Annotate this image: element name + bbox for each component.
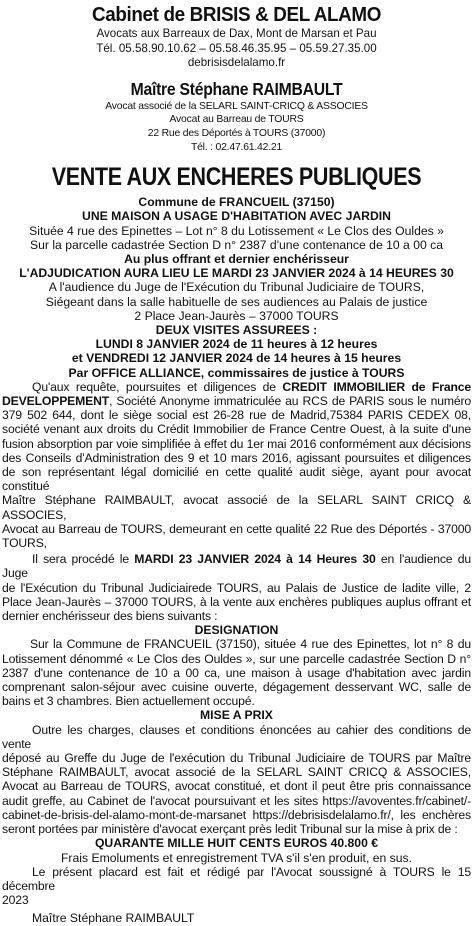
mise-a-prix-heading: MISE A PRIX	[200, 708, 273, 723]
place-line: 2 Place Jean-Jaurès – 37000 TOURS	[134, 308, 339, 323]
office-line: Par OFFICE ALLIANCE, commissaires de justice à TOURS	[68, 365, 405, 380]
paragraph-line: déposé au Greffe du Juge de l'exécution du Tribunal Judiciaire de TOURS par Maître	[2, 751, 471, 766]
price-amount: QUARANTE MILLE HUIT CENTS EUROS 40.800 €	[94, 836, 379, 851]
avocat-phone: Tél. : 02.47.61.42.21	[190, 141, 283, 153]
cabinet-bar-line: Avocats aux Barreaux de Dax, Mont de Marsan et Pau	[96, 27, 377, 40]
designation-heading: DESIGNATION	[194, 623, 279, 638]
paragraph-line	[2, 394, 471, 408]
paragraph-line: comprenant salon-séjour avec cuisine ouverte, dégagement desservant WC, salle de	[2, 680, 471, 695]
paragraph-line: Lotissement dénommé « Le Clos des Ouldes », sur une parcelle cadastrée Section D n°	[2, 651, 471, 666]
siegeant-line: Siégeant dans la salle habituelle de ses audiences au Palais de justice	[45, 294, 428, 309]
avocat-firm: Avocat associé de la SELARL SAINT-CRICQ & ASSOCIES	[105, 100, 368, 112]
paragraph-line: 379 502 644, dont le siège social est 26-28 rue de Madrid,75384 PARIS CEDEX 08,	[2, 408, 471, 423]
frais-line: Frais Emoluments et enregistrement TVA s'il s'en produit, en sus.	[60, 850, 413, 865]
commune-line: Commune de FRANCUEIL (37150)	[138, 195, 335, 210]
paragraph-line: seront portées par ministère d'avocat exerçant près ledit Tribunal sur la mise à prix de :	[2, 822, 458, 837]
paragraph-line: dernier enchérisseur des biens suivants :	[2, 609, 218, 624]
cabinet-name: Cabinet de BRISIS & DEL ALAMO	[91, 3, 382, 26]
avocat-address: 22 Rue des Déportés à TOURS (37000)	[147, 127, 326, 139]
paragraph-line: Stéphane RAIMBAULT, avocat associé de la SELARL SAINT CRICQ & ASSOCIES,	[2, 765, 471, 780]
creditor-name-cont: DEVELOPPEMENT	[2, 394, 110, 408]
paragraph-line: fusion absorption par voie simplifiée à effet du 1er mai 2016 conformément aux décisions	[2, 436, 471, 451]
avocat-name: Maître Stéphane RAIMBAULT	[130, 78, 343, 99]
paragraph-line: de l'Exécution du Tribunal Judiciairede TOURS, au Palais de Justice de ladite ville, 2	[2, 580, 471, 595]
property-type-line: UNE MAISON A USAGE D'HABITATION AVEC JARDIN	[82, 209, 391, 224]
paragraph-line: 2023	[2, 893, 29, 908]
paragraph-line: 2387 d'une contenance de 10 a 00 ca, une maison à usage d'habitation avec jardin	[2, 665, 471, 680]
visites-heading: DEUX VISITES ASSUREES :	[155, 322, 318, 337]
paragraph-line: Maître Stéphane RAIMBAULT, avocat associé de la SELARL SAINT CRICQ & ASSOCIES,	[2, 493, 471, 522]
avocat-barreau: Avocat au Barreau de TOURS	[169, 114, 304, 126]
closing-paragraph	[2, 865, 471, 908]
visite-1-line: LUNDI 8 JANVIER 2024 de 11 heures à 12 heures	[95, 337, 378, 352]
paragraph-line: Avocat au Barreau de TOURS, demeurant en cette qualité 22 Rue des Déportés - 37000	[2, 521, 471, 536]
paragraph-line: Avocat au Barreau de TOURS, avocat constitué, et dont il peut être pris connaissance	[2, 779, 471, 794]
procede-paragraph	[2, 552, 471, 623]
paragraph-text: Il sera procédé le	[32, 552, 135, 567]
paragraph-line: des Conseils d'Administration des 9 et 10 mars 2016, agissant poursuites et diligences	[2, 450, 471, 465]
signature: Maître Stéphane RAIMBAULT	[32, 911, 195, 926]
cabinet-phone-line: Tél. 05.58.90.10.62 – 05.58.46.35.95 – 05.59.27.35.00	[96, 41, 377, 55]
paragraph-line: TOURS,	[2, 536, 47, 551]
paragraph-text: Qu'aux requête, poursuites et diligences de	[32, 379, 283, 394]
paragraph-line: Place Jean-Jaurès – 37000 TOURS, à la vente aux enchères publiques auplus offrant et	[2, 594, 471, 609]
parcel-line: Sur la parcelle cadastrée Section D n° 2387 d'une contenance de 10 a 00 ca	[29, 237, 444, 252]
designation-paragraph	[2, 637, 471, 708]
paragraph-text: en l'audience du Juge	[2, 552, 471, 581]
paragraph-line: Sur la Commune de FRANCUEIL (37150), située 4 rue des Epinettes, lot n° 8 du	[30, 637, 471, 652]
paragraph-line: Outre les charges, clauses et conditions énoncées au cahier des conditions de vente	[2, 722, 471, 751]
cabinet-website: debrisisdelalamo.fr	[187, 56, 286, 70]
mise-a-prix-paragraph	[2, 723, 471, 837]
offrant-line: Au plus offrant et dernier enchérisseur	[124, 251, 349, 266]
paragraph-text: , Société Anonyme immatriculée au RCS de PARIS sous le numéro	[109, 394, 471, 408]
paragraph-line: cabinet-de-brisis-del-alamo-mont-de-marsanet https://debrisisdelalamo.fr/, les enchères	[2, 807, 471, 822]
creditor-name: CREDIT IMMOBILIER de France	[282, 379, 471, 394]
paragraph-line	[2, 380, 471, 394]
paragraph-line: société venant aux droits du Crédit Immobilier de France Centre Ouest, à la suite d'une	[2, 422, 471, 437]
audience-line: A l'audience du Juge de l'Exécution du Tribunal Judiciaire de TOURS,	[48, 280, 425, 295]
adjudication-line: L'ADJUDICATION AURA LIEU LE MARDI 23 JANVIER 2024 à 14 HEURES 30	[19, 266, 454, 281]
sale-date: MARDI 23 JANVIER 2024 à 14 Heures 30	[134, 552, 376, 567]
paragraph-line: bains et 3 chambres. Bien actuellement occupé.	[2, 694, 255, 709]
paragraph-line	[2, 552, 471, 580]
paragraph-line: Le présent placard est fait et rédigé par l'Avocat soussigné à TOURS le 15 décembre	[2, 864, 471, 893]
location-line: Située 4 rue des Epinettes – Lot n° 8 du Lotissement « Le Clos des Ouldes »	[29, 223, 444, 238]
paragraph-line: audit greffe, au Cabinet de l'avocat poursuivant et les sites https://avoventes.fr/cabinet/-	[2, 793, 471, 808]
requete-paragraph	[2, 380, 471, 550]
paragraph-line: de son représentant légal domicilié en cette qualité audit siège, ayant pour avocat constitué	[2, 465, 471, 494]
visite-2-line: et VENDREDI 12 JANVIER 2024 de 14 heures à 15 heures	[71, 351, 402, 366]
sale-title: VENTE AUX ENCHERES PUBLIQUES	[51, 163, 422, 192]
